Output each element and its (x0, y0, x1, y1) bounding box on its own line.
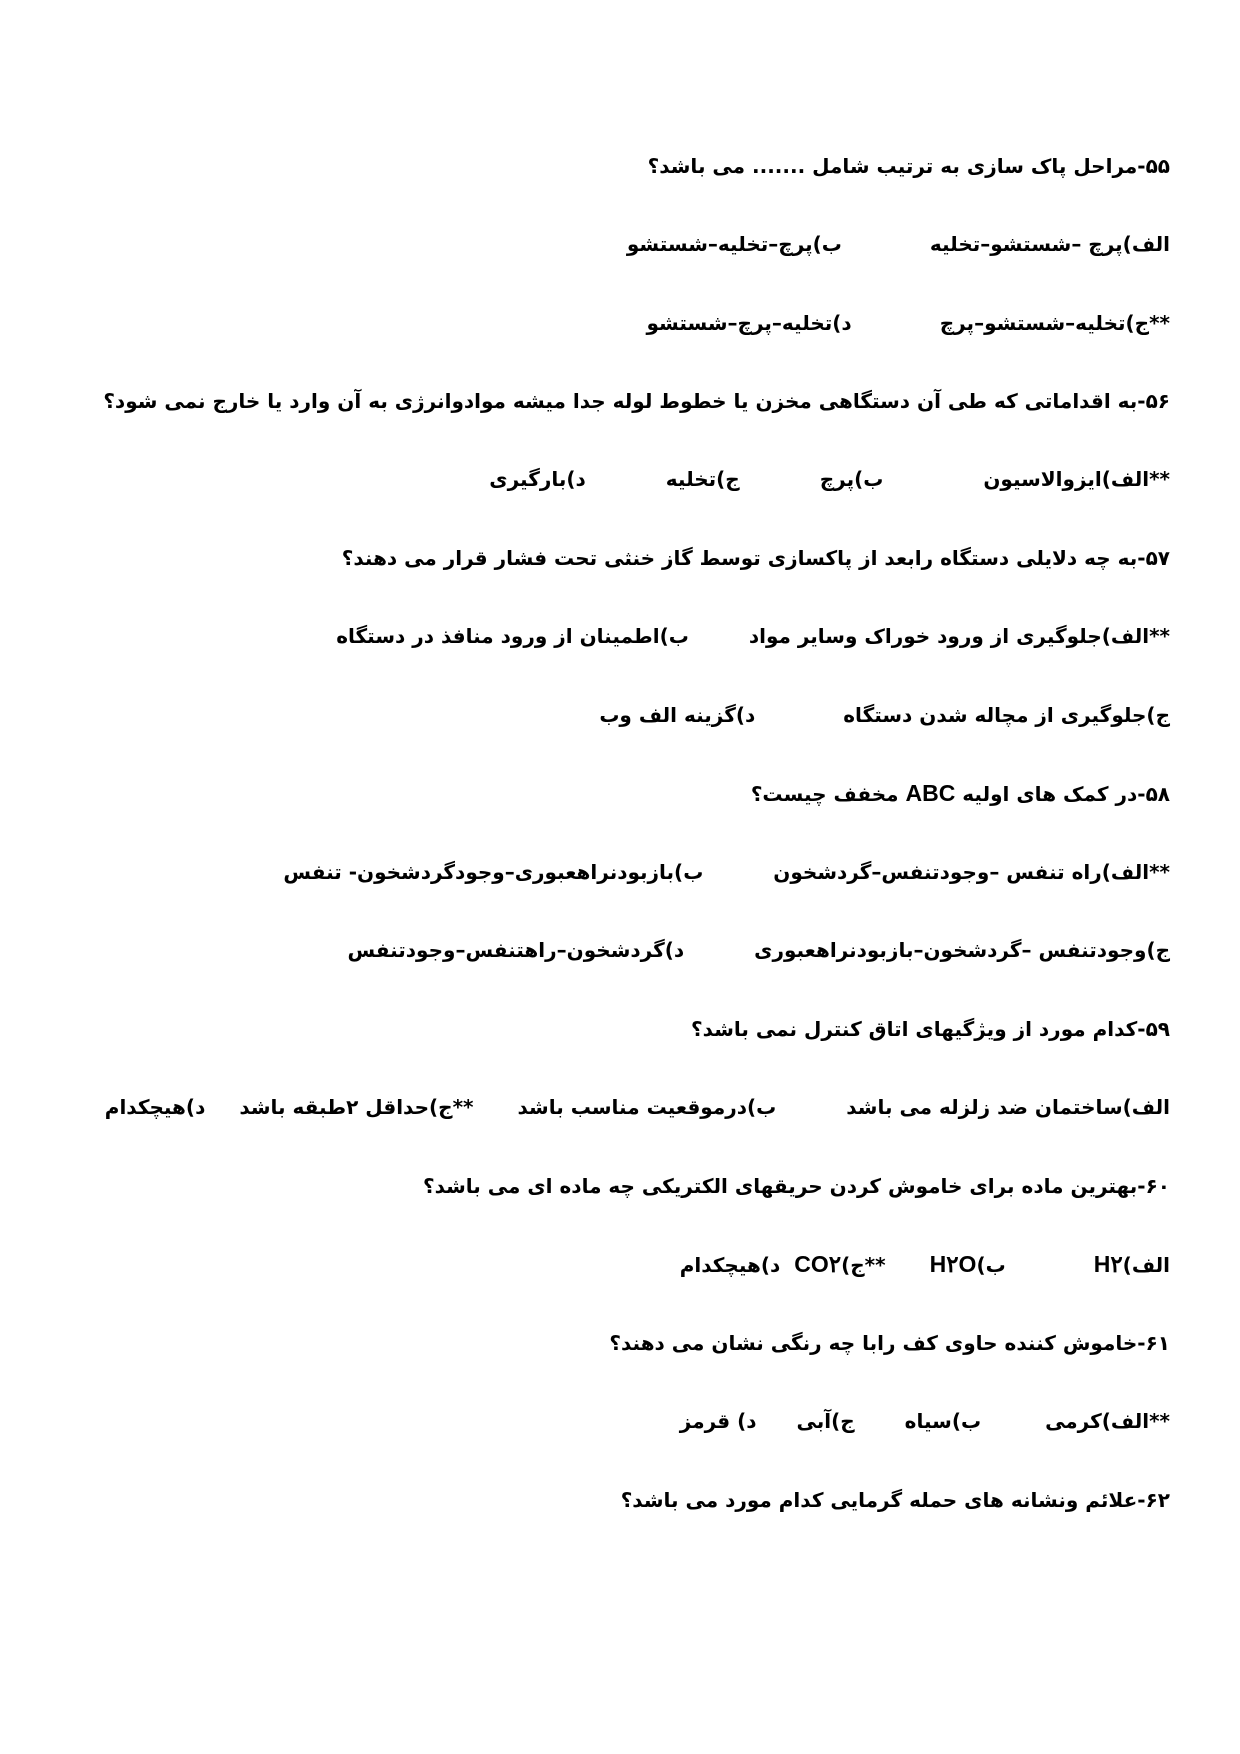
options-57-row-2 (599, 700, 1170, 730)
question-55: ۵۵-مراحل پاک سازی به ترتیب شامل ....... می باشد؟ (647, 154, 1170, 178)
option-60-c-prefix: **ج) (841, 1253, 886, 1277)
question-59: ۵۹-کدام مورد از ویژگیهای اتاق کنترل نمی باشد؟ (691, 1017, 1170, 1041)
options-55-row-1 (627, 229, 1170, 259)
option-61-d: د) قرمز (679, 1409, 757, 1433)
options-55-row-2 (646, 308, 1170, 338)
option-60-b-prefix: ب) (976, 1253, 1006, 1277)
option-55-a: الف)پرچ –شستشو–تخلیه (929, 232, 1170, 256)
option-55-b: ب)پرچ–تخلیه–شستشو (626, 232, 842, 256)
question-56: ۵۶-به اقداماتی که طی آن دستگاهی مخزن یا خطوط لوله جدا میشه موادوانرژی به آن وارد یا خارج نمی شود؟ (103, 389, 1170, 413)
option-58-c: ج)وجودتنفس –گردشخون–بازبودنراهعبوری (754, 938, 1170, 962)
option-58-d: د)گردشخون–راهتنفس–وجودتنفس (347, 938, 685, 962)
question-58-abbreviation: ABC (905, 780, 956, 806)
option-56-b: ب)پرچ (819, 467, 884, 491)
option-60-a-formula: H۲ (1093, 1251, 1123, 1277)
options-56 (489, 464, 1170, 494)
options-61 (680, 1406, 1170, 1436)
question-58-text-end: مخفف چیست؟ (750, 782, 899, 806)
option-60-a-prefix: الف) (1122, 1253, 1170, 1277)
question-62: ۶۲-علائم ونشانه های حمله گرمایی کدام مورد می باشد؟ (620, 1488, 1170, 1512)
option-59-b: ب)درموقعیت مناسب باشد (517, 1095, 777, 1119)
question-61: ۶۱-خاموش کننده حاوی کف رابا چه رنگی نشان می دهند؟ (609, 1331, 1170, 1355)
option-57-b: ب)اطمینان از ورود منافذ در دستگاه (336, 624, 689, 648)
option-58-b: ب)بازبودنراهعبوری–وجودگردشخون- تنفس (283, 860, 704, 884)
option-59-d: د)هیچکدام (104, 1095, 206, 1119)
option-61-c: ج)آبی (796, 1409, 855, 1433)
option-60-c-formula: CO۲ (794, 1251, 842, 1277)
option-55-c: **ج)تخلیه–شستشو–پرچ (939, 311, 1170, 335)
option-55-d: د)تخلیه–پرچ–شستشو (646, 311, 852, 335)
option-56-d: د)بارگیری (489, 467, 586, 491)
question-57: ۵۷-به چه دلایلی دستگاه رابعد از پاکسازی توسط گاز خنثی تحت فشار قرار می دهند؟ (341, 546, 1170, 570)
option-57-c: ج)جلوگیری از مچاله شدن دستگاه (843, 703, 1170, 727)
option-60-b-formula: H۲O (929, 1251, 977, 1277)
option-56-a: **الف)ایزوالاسیون (983, 467, 1170, 491)
option-60-c (794, 1249, 885, 1280)
options-58-row-2 (347, 935, 1170, 965)
option-57-a: **الف)جلوگیری از ورود خوراک وسایر مواد (748, 624, 1170, 648)
option-61-a: **الف)کرمی (1045, 1409, 1170, 1433)
options-57-row-1 (336, 621, 1170, 651)
option-60-a (1094, 1249, 1170, 1280)
question-58 (751, 778, 1170, 809)
option-60-d: د)هیچکدام (679, 1253, 781, 1277)
option-60-b (930, 1249, 1006, 1280)
option-56-c: ج)تخلیه (665, 467, 740, 491)
option-59-a: الف)ساختمان ضد زلزله می باشد (846, 1095, 1170, 1119)
options-59 (105, 1092, 1170, 1122)
option-57-d: د)گزینه الف وب (599, 703, 756, 727)
option-59-c: **ج)حداقل ۲طبقه باشد (239, 1095, 474, 1119)
options-60 (680, 1249, 1170, 1280)
question-58-text-start: ۵۸-در کمک های اولیه (962, 782, 1170, 806)
option-61-b: ب)سیاه (904, 1409, 982, 1433)
options-58-row-1 (283, 857, 1170, 887)
question-60: ۶۰-بهترین ماده برای خاموش کردن حریقهای الکتریکی چه ماده ای می باشد؟ (422, 1174, 1170, 1198)
option-58-a: **الف)راه تنفس –وجودتنفس–گردشخون (773, 860, 1170, 884)
